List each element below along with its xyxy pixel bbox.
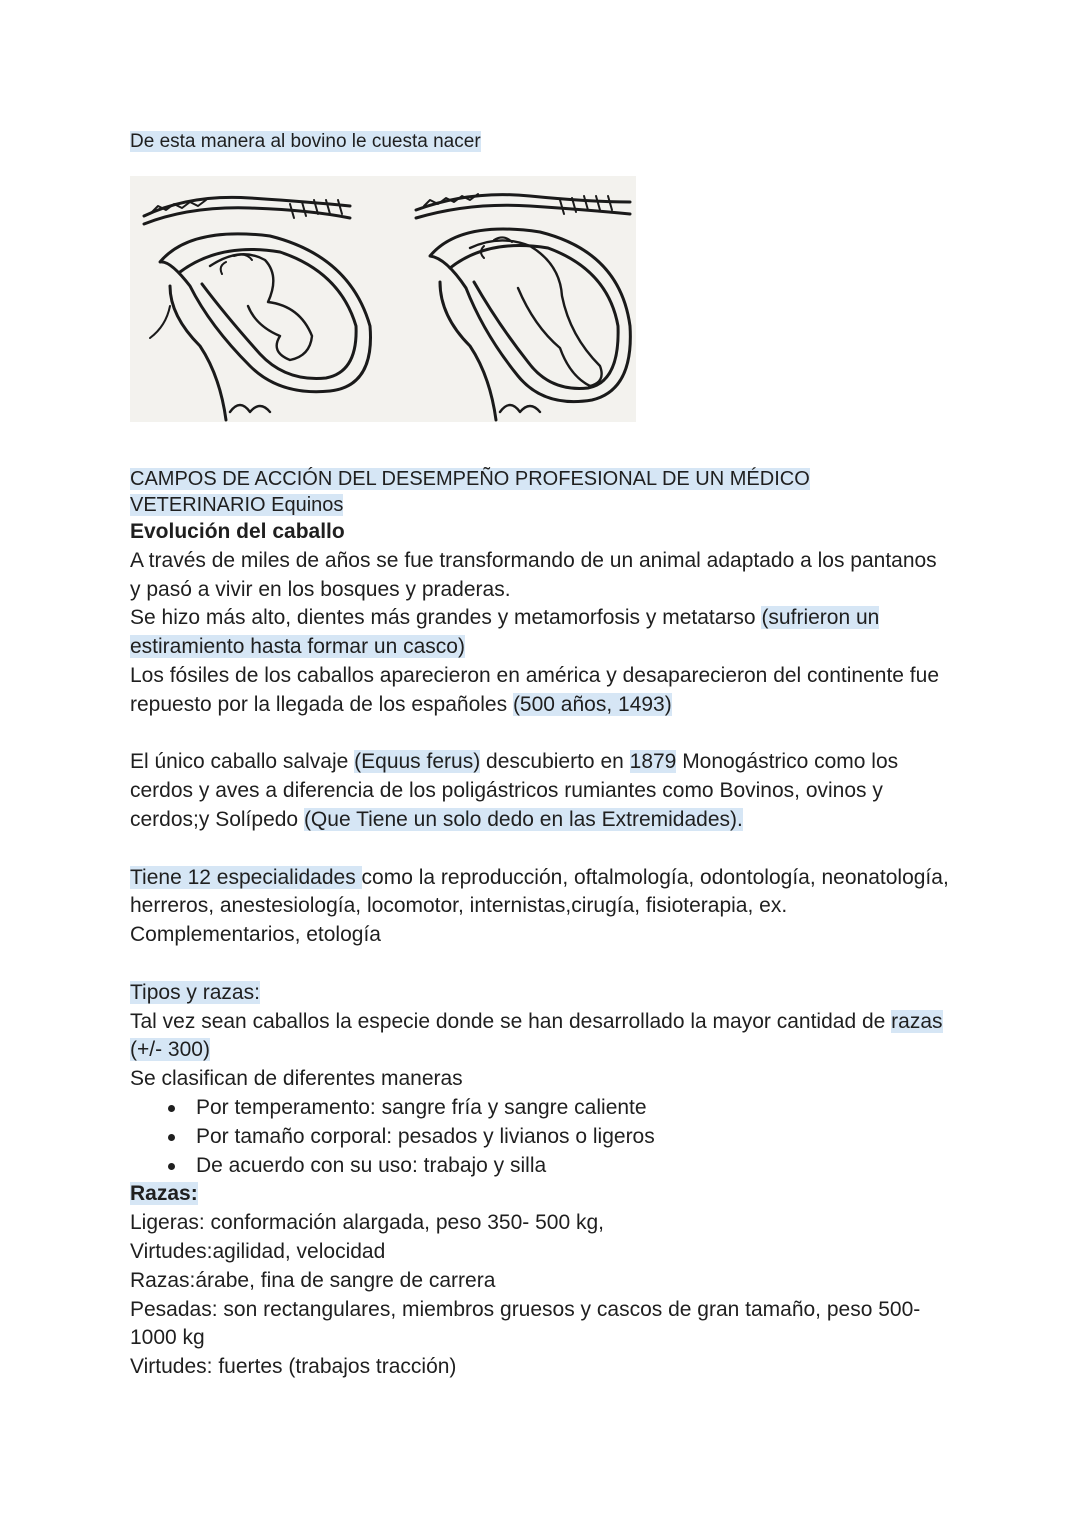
uterus-drawings-svg <box>130 176 636 422</box>
spacer <box>130 835 950 864</box>
tipos-heading: Tipos y razas: <box>130 980 260 1004</box>
razas-line: Virtudes: fuertes (trabajos tracción) <box>130 1355 457 1379</box>
razas-line: Razas:árabe, fina de sangre de carrera <box>130 1268 496 1292</box>
document-page <box>130 128 950 1382</box>
razas-line: Pesadas: son rectangulares, miembros gruesos y cascos de gran tamaño, peso 500- 1000 kg <box>130 1297 921 1350</box>
classification-list <box>130 1094 950 1180</box>
section-title: CAMPOS DE ACCIÓN DEL DESEMPEÑO PROFESIONAL DE UN MÉDICO VETERINARIO Equinos <box>130 468 810 516</box>
spacer <box>130 950 950 979</box>
spacer <box>130 720 950 749</box>
list-item: Por temperamento: sangre fría y sangre caliente <box>196 1094 950 1123</box>
tipos-p2: Se clasifican de diferentes maneras <box>130 1067 463 1091</box>
salvaje-paragraph: El único caballo salvaje (Equus ferus) descubierto en 1879 Monogástrico como los cerdos y aves a diferencia de los poligástricos rumiantes como Bovinos, ovinos y cerdos;y Solípedo (Que Tiene un solo dedo en las Extremidades). <box>130 750 899 831</box>
especialidades-paragraph: Tiene 12 especialidades como la reproducción, oftalmología, odontología, neonatología, herreros, anestesiología, locomotor, internistas,cirugía, fisioterapia, ex. Complementarios, etología <box>130 865 949 947</box>
bovine-birth-illustration <box>130 176 636 422</box>
evolucion-p1: A través de miles de años se fue transformando de un animal adaptado a los pantanos y pasó a vivir en los bosques y praderas. <box>130 548 937 601</box>
evolucion-p3: Los fósiles de los caballos aparecieron en américa y desaparecieron del continente fue repuesto por la llegada de los españoles (500 años, 1493) <box>130 663 939 716</box>
razas-line: Ligeras: conformación alargada, peso 350- 500 kg, <box>130 1211 604 1235</box>
evolucion-heading: Evolución del caballo <box>130 520 345 543</box>
evolucion-p2: Se hizo más alto, dientes más grandes y metamorfosis y metatarso (sufrieron un estiramiento hasta formar un casco) <box>130 606 880 659</box>
list-item: Por tamaño corporal: pesados y livianos o ligeros <box>196 1123 950 1152</box>
tipos-p1: Tal vez sean caballos la especie donde se han desarrollado la mayor cantidad de razas (+/- 300) <box>130 1009 943 1062</box>
razas-line: Virtudes:agilidad, velocidad <box>130 1239 386 1263</box>
list-item: De acuerdo con su uso: trabajo y silla <box>196 1152 950 1181</box>
intro-line: De esta manera al bovino le cuesta nacer <box>130 131 481 152</box>
razas-heading: Razas: <box>130 1182 198 1206</box>
